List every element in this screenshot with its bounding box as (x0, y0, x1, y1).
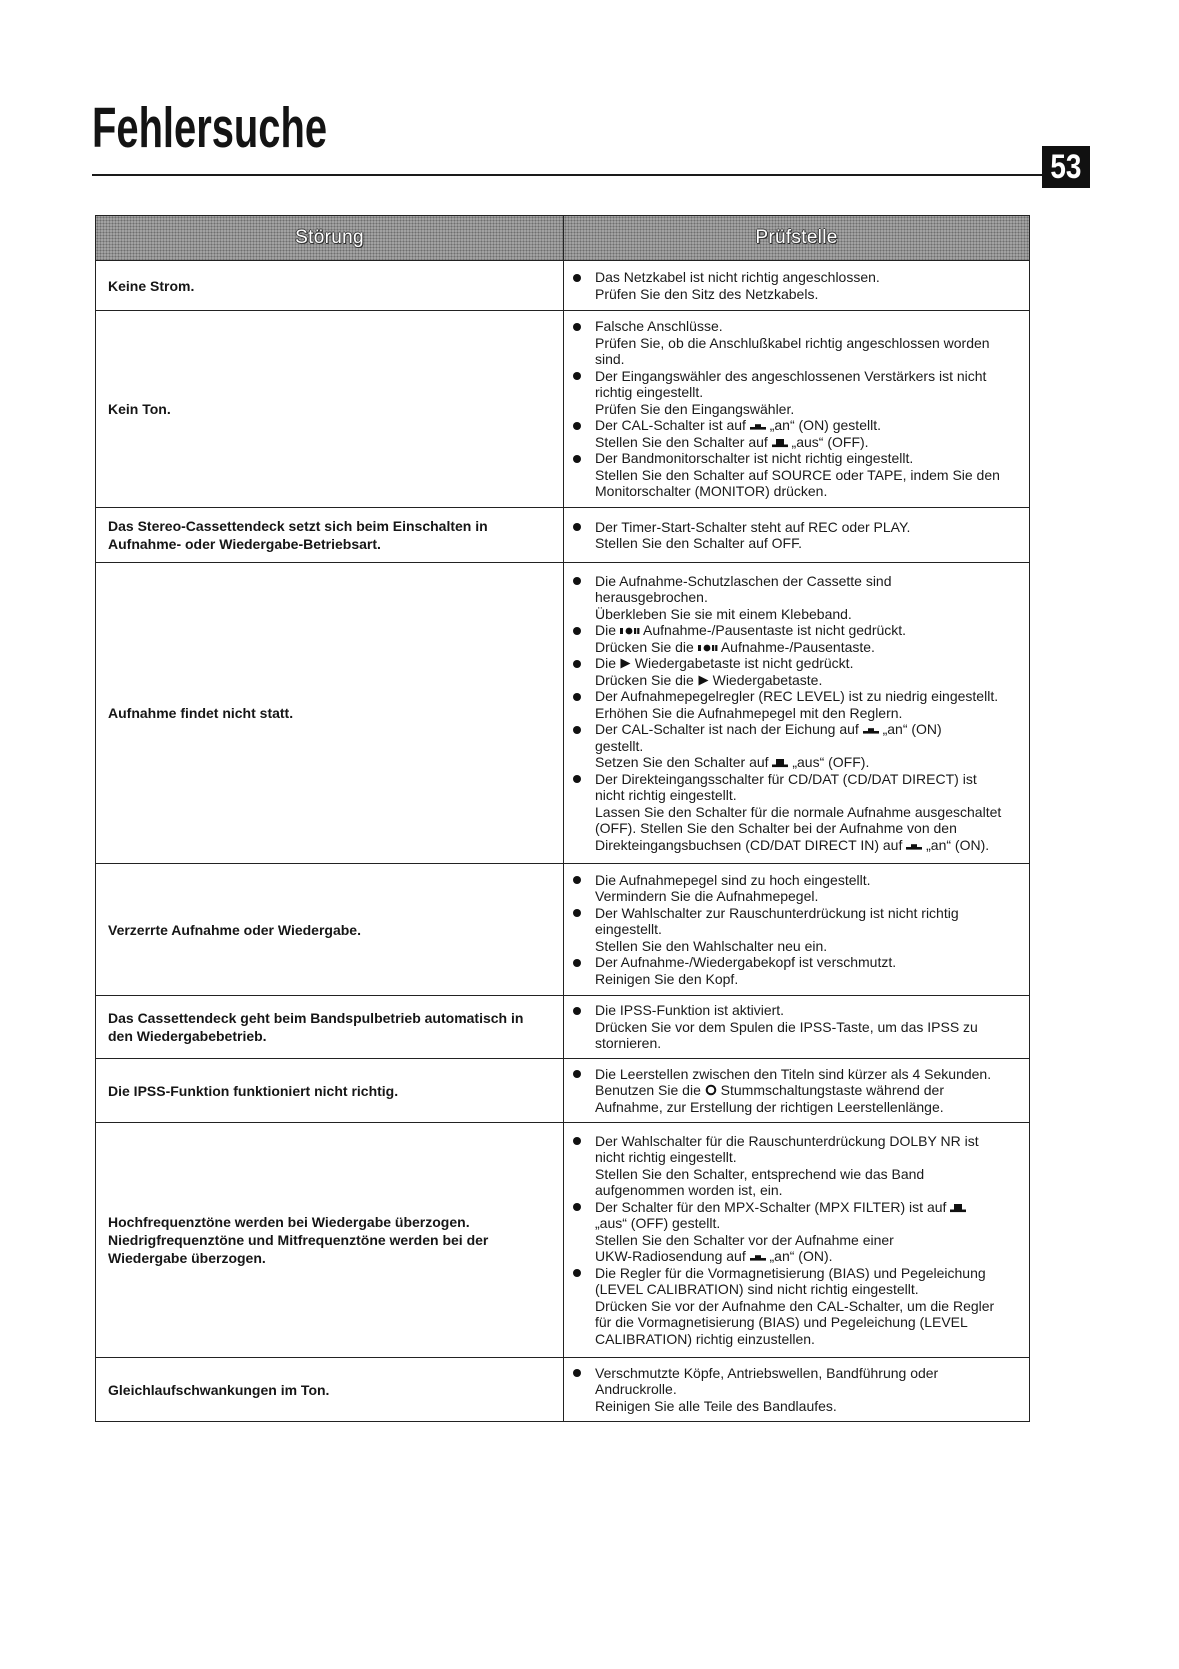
check-text: Drücken Sie die (595, 638, 698, 655)
problem-text: den Wiedergabebetrieb. (108, 1028, 267, 1044)
bullet-icon (573, 660, 581, 668)
check-line: Reinigen Sie alle Teile des Bandlaufes. (595, 1397, 837, 1414)
check-line: (OFF). Stellen Sie den Schalter bei der Aufnahme von den (595, 820, 957, 837)
check-line: Der Bandmonitorschalter ist nicht richtig eingestellt. (595, 450, 914, 467)
problem-cell (96, 311, 564, 507)
table-body (96, 261, 1029, 1421)
check-line: aufgenommen worden ist, ein. (595, 1182, 783, 1199)
check-line: Lassen Sie den Schalter für die normale Aufnahme ausgeschaltet (595, 803, 1002, 820)
bullet-icon (573, 726, 581, 734)
check-line: Der Eingangswähler des angeschlossenen Verstärkers ist nicht (595, 367, 987, 384)
check-cell (564, 864, 1029, 995)
check-line: Überkleben Sie sie mit einem Klebeband. (595, 605, 852, 622)
check-cell (564, 1059, 1029, 1122)
check-line: nicht richtig eingestellt. (595, 787, 737, 804)
check-item (564, 954, 1029, 987)
table-row (96, 563, 1029, 864)
check-line (595, 672, 1029, 689)
bullet-icon (573, 274, 581, 282)
check-item (564, 872, 1029, 905)
problem-text: Kein Ton. (108, 401, 171, 417)
table-row (96, 508, 1029, 563)
check-cell (564, 311, 1029, 507)
check-text: „an“ (ON) (878, 721, 942, 738)
problem-text: Aufnahme findet nicht statt. (108, 705, 294, 721)
check-item (564, 771, 1029, 854)
check-line: Falsche Anschlüsse. (595, 318, 723, 335)
bullet-icon (573, 1070, 581, 1078)
check-line: Der Wahlschalter für die Rauschunterdrückung DOLBY NR ist (595, 1132, 979, 1149)
check-line: Stellen Sie den Wahlschalter neu ein. (595, 937, 828, 954)
problem-text: Das Stereo-Cassettendeck setzt sich beim Einschalten in (108, 518, 488, 534)
check-line: richtig eingestellt. (595, 384, 704, 401)
check-line: Der Timer-Start-Schalter steht auf REC oder PLAY. (595, 518, 911, 535)
check-item (564, 1066, 1029, 1116)
check-text: Setzen Sie den Schalter auf (595, 754, 773, 771)
check-text: Der CAL-Schalter ist auf (595, 417, 750, 434)
mute-icon (705, 1084, 717, 1096)
problem-cell (96, 563, 564, 863)
check-cell (564, 563, 1029, 863)
check-text: Stummschaltungstaste während der (716, 1082, 944, 1099)
check-line (595, 1199, 1029, 1216)
check-line (595, 655, 1029, 672)
check-text: UKW-Radiosendung auf (595, 1248, 750, 1265)
check-line (595, 1082, 1029, 1099)
bullet-icon (573, 455, 581, 463)
check-line: Stellen Sie den Schalter auf OFF. (595, 535, 802, 551)
check-line: CALIBRATION) richtig einzustellen. (595, 1330, 815, 1347)
check-text: Stellen Sie den Schalter auf (595, 433, 772, 450)
check-line (595, 434, 1029, 451)
problem-text: Aufnahme- oder Wiedergabe-Betriebsart. (108, 536, 381, 552)
troubleshooting-table (95, 215, 1030, 1422)
check-line: sind. (595, 351, 625, 368)
check-line: Drücken Sie vor dem Spulen die IPSS-Taste, um das IPSS zu (595, 1018, 978, 1035)
check-item (564, 1365, 1029, 1415)
check-text: „an“ (ON) gestellt. (765, 417, 881, 434)
bullet-icon (573, 909, 581, 917)
check-line: Die Regler für die Vormagnetisierung (BIAS) und Pegeleichung (595, 1264, 986, 1281)
check-line: nicht richtig eingestellt. (595, 1149, 737, 1166)
switch-on-icon (906, 841, 922, 851)
problem-cell (96, 508, 564, 562)
bullet-icon (573, 876, 581, 884)
switch-on-icon (750, 1252, 766, 1262)
switch-off-icon (950, 1203, 966, 1213)
check-item (564, 318, 1029, 368)
check-item (564, 417, 1029, 450)
problem-cell (96, 1123, 564, 1357)
check-line (595, 1248, 1029, 1265)
problem-text: Niedrigfrequenztöne und Mitfrequenztöne werden bei der (108, 1232, 489, 1248)
problem-text: Das Cassettendeck geht beim Bandspulbetrieb automatisch in (108, 1010, 524, 1026)
bullet-icon (573, 1369, 581, 1377)
problem-text: Keine Strom. (108, 277, 195, 294)
problem-text: Wiedergabe überzogen. (108, 1250, 266, 1266)
problem-text: Gleichlaufschwankungen im Ton. (108, 1381, 330, 1398)
problem-text: Die IPSS-Funktion funktioniert nicht richtig. (108, 1082, 399, 1099)
check-cell (564, 1358, 1029, 1421)
check-line (595, 622, 1029, 639)
switch-on-icon (863, 725, 879, 735)
check-line: Der Wahlschalter zur Rauschunterdrückung ist nicht richtig (595, 904, 959, 921)
check-item (564, 721, 1029, 771)
check-line: herausgebrochen. (595, 589, 708, 606)
check-line (595, 417, 1029, 434)
problem-cell (96, 1059, 564, 1122)
check-item (564, 1133, 1029, 1199)
check-text: Direkteingangsbuchsen (CD/DAT DIRECT IN) auf (595, 836, 907, 853)
table-row (96, 1123, 1029, 1358)
check-line: Vermindern Sie die Aufnahmepegel. (595, 888, 819, 905)
rec-pause-icon (698, 643, 718, 653)
switch-off-icon (772, 438, 788, 448)
check-item (564, 1199, 1029, 1265)
table-header (96, 216, 1029, 261)
check-cell (564, 261, 1029, 310)
bullet-icon (573, 372, 581, 380)
check-line: Verschmutzte Köpfe, Antriebswellen, Bandführung oder (595, 1364, 939, 1381)
check-text: Aufnahme-/Pausentaste ist nicht gedrückt. (639, 622, 907, 639)
check-line: Aufnahme, zur Erstellung der richtigen Leerstellenlänge. (595, 1098, 944, 1115)
bullet-icon (573, 1007, 581, 1015)
header-check: Prüfstelle (755, 227, 838, 248)
bullet-icon (573, 577, 581, 585)
problem-cell (96, 261, 564, 310)
check-cell (564, 996, 1029, 1058)
check-line: Prüfen Sie, ob die Anschlußkabel richtig angeschlossen worden (595, 334, 990, 351)
check-item (564, 688, 1029, 721)
table-row (96, 261, 1029, 311)
check-item (564, 1002, 1029, 1052)
check-item (564, 1265, 1029, 1348)
check-item (564, 905, 1029, 955)
check-item (564, 368, 1029, 418)
check-line: Der Direkteingangsschalter für CD/DAT (CD/DAT DIRECT) ist (595, 770, 977, 787)
check-text: Drücken Sie die (595, 671, 698, 688)
check-line: eingestellt. (595, 921, 662, 938)
check-line: gestellt. (595, 737, 644, 754)
check-text: Wiedergabetaste ist nicht gedrückt. (630, 655, 854, 672)
check-cell (564, 1123, 1029, 1357)
check-line: Der Aufnahmepegelregler (REC LEVEL) ist zu niedrig eingestellt. (595, 688, 999, 705)
check-line: (LEVEL CALIBRATION) sind nicht richtig eingestellt. (595, 1281, 919, 1298)
check-item (564, 573, 1029, 623)
check-text: Benutzen Sie die (595, 1082, 705, 1099)
check-line: „aus“ (OFF) gestellt. (595, 1215, 721, 1232)
check-line: Die Leerstellen zwischen den Titeln sind kürzer als 4 Sekunden. (595, 1065, 992, 1082)
bullet-icon (573, 1137, 581, 1145)
table-row (96, 996, 1029, 1059)
check-line: Prüfen Sie den Eingangswähler. (595, 400, 795, 417)
page-number: 53 (1050, 148, 1082, 186)
check-text: „an“ (ON). (922, 836, 990, 853)
bullet-icon (573, 775, 581, 783)
bullet-icon (573, 323, 581, 331)
check-line: Die Aufnahme-Schutzlaschen der Cassette sind (595, 572, 892, 589)
check-text: Der CAL-Schalter ist nach der Eichung auf (595, 721, 863, 738)
bullet-icon (573, 693, 581, 701)
table-row (96, 1059, 1029, 1123)
check-line (595, 837, 1029, 854)
check-line: Stellen Sie den Schalter vor der Aufnahme einer (595, 1231, 894, 1248)
header-problem: Störung (96, 216, 564, 260)
check-cell (564, 508, 1029, 562)
check-text: „aus“ (OFF). (788, 754, 870, 771)
check-line: Die IPSS-Funktion ist aktiviert. (595, 1002, 785, 1019)
page-number-box (1042, 146, 1090, 188)
check-line: Das Netzkabel ist nicht richtig angeschlossen. (595, 269, 880, 285)
check-item (564, 269, 1029, 302)
table-row (96, 864, 1029, 996)
bullet-icon (573, 523, 581, 531)
check-line: Prüfen Sie den Sitz des Netzkabels. (595, 285, 819, 302)
check-text: Der Schalter für den MPX-Schalter (MPX FILTER) ist auf (595, 1198, 951, 1215)
table-row (96, 311, 1029, 508)
check-item (564, 622, 1029, 655)
check-line: Drücken Sie vor der Aufnahme den CAL-Schalter, um die Regler (595, 1297, 995, 1314)
check-line: Erhöhen Sie die Aufnahmepegel mit den Reglern. (595, 704, 903, 721)
problem-text: Verzerrte Aufnahme oder Wiedergabe. (108, 921, 361, 938)
problem-cell (96, 864, 564, 995)
page-title: Fehlersuche (92, 96, 328, 160)
check-text: Aufnahme-/Pausentaste. (717, 638, 875, 655)
check-line: Andruckrolle. (595, 1381, 677, 1398)
title-rule (92, 174, 1044, 176)
table-row (96, 1358, 1029, 1421)
check-text: Wiedergabetaste. (708, 671, 823, 688)
check-line: für die Vormagnetisierung (BIAS) und Pegeleichung (LEVEL (595, 1314, 968, 1331)
check-text: Die (595, 655, 620, 672)
check-text: „aus“ (OFF). (787, 433, 869, 450)
check-line: Die Aufnahmepegel sind zu hoch eingestellt. (595, 871, 871, 888)
check-line: Der Aufnahme-/Wiedergabekopf ist verschmutzt. (595, 954, 897, 971)
check-text: Die (595, 622, 620, 639)
check-item (564, 519, 1029, 552)
bullet-icon (573, 422, 581, 430)
bullet-icon (573, 627, 581, 635)
check-line: stornieren. (595, 1035, 662, 1052)
bullet-icon (573, 959, 581, 967)
rec-pause-icon (620, 626, 640, 636)
check-line: Reinigen Sie den Kopf. (595, 970, 739, 987)
bullet-icon (573, 1203, 581, 1211)
check-text: „an“ (ON). (765, 1248, 833, 1265)
problem-cell (96, 996, 564, 1058)
check-line (595, 639, 1029, 656)
play-icon (698, 675, 709, 686)
problem-text: Hochfrequenztöne werden bei Wiedergabe überzogen. (108, 1214, 470, 1230)
bullet-icon (573, 1269, 581, 1277)
check-line (595, 721, 1029, 738)
switch-on-icon (750, 421, 766, 431)
check-line: Monitorschalter (MONITOR) drücken. (595, 483, 828, 500)
check-item (564, 450, 1029, 500)
check-line (595, 754, 1029, 771)
check-item (564, 655, 1029, 688)
problem-cell (96, 1358, 564, 1421)
switch-off-icon (772, 758, 788, 768)
check-line: Stellen Sie den Schalter, entsprechend wie das Band (595, 1165, 925, 1182)
check-line: Stellen Sie den Schalter auf SOURCE oder TAPE, indem Sie den (595, 466, 1000, 483)
play-icon (620, 658, 631, 669)
